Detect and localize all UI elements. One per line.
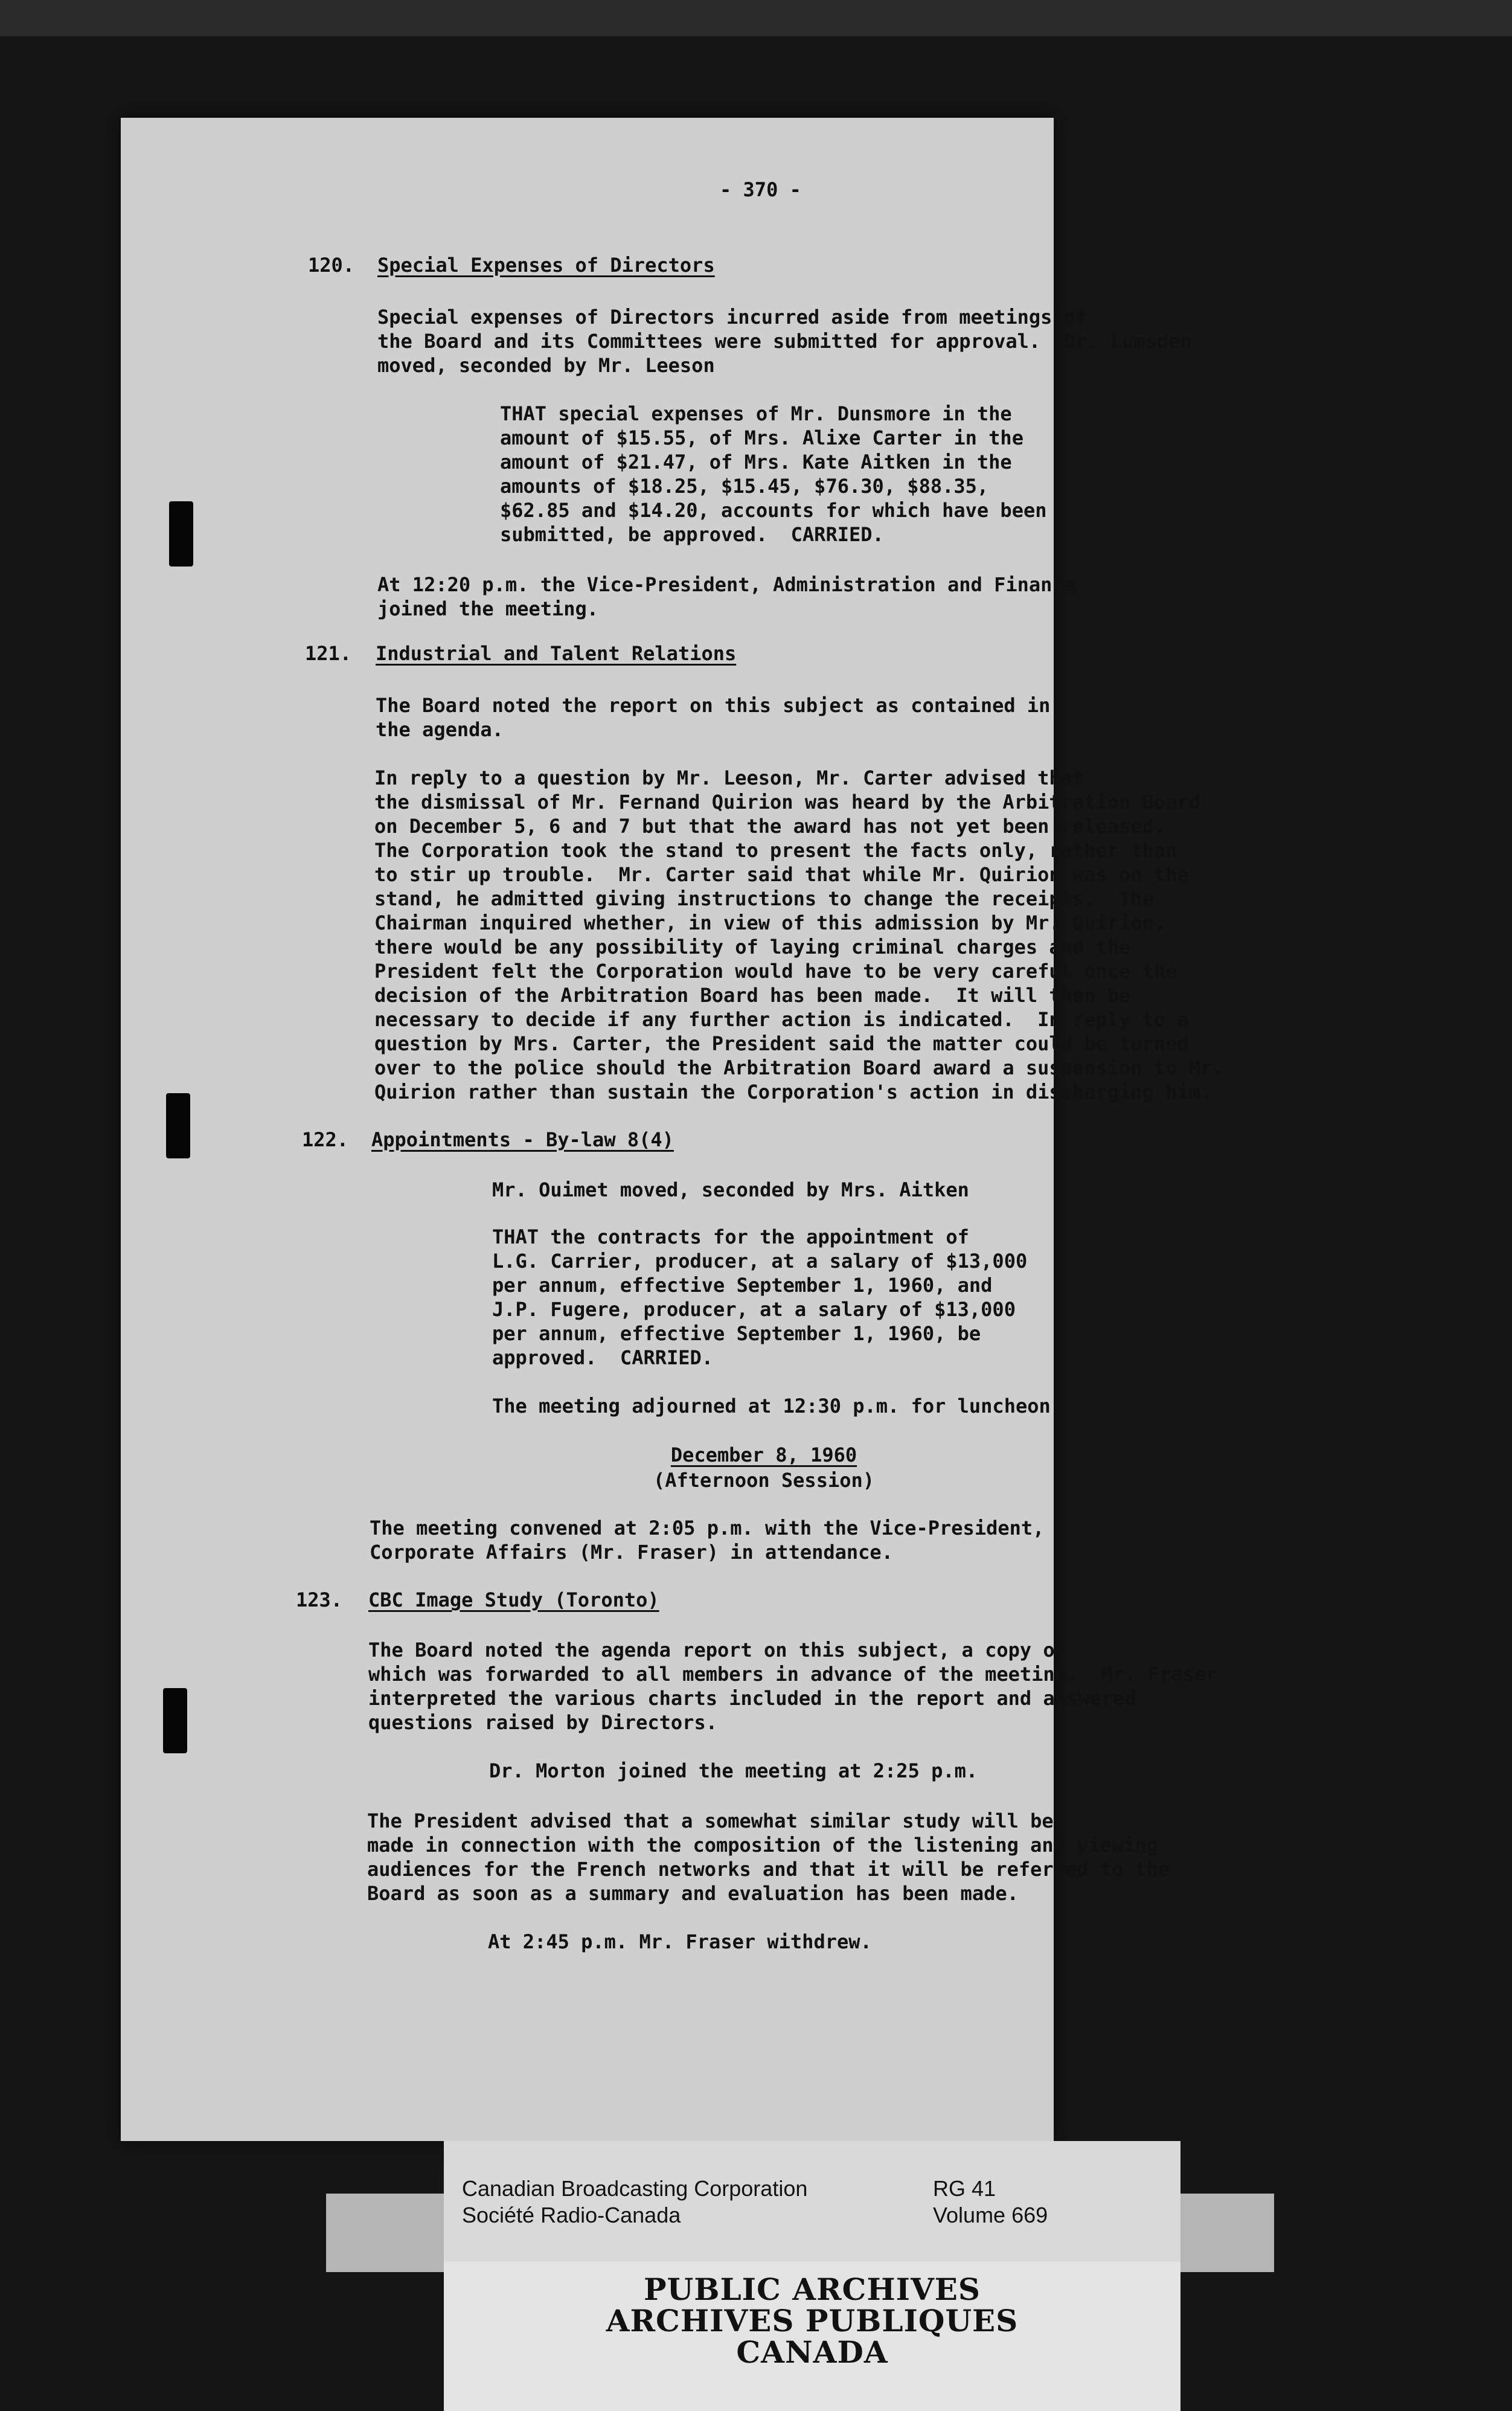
- section-122-number: 122.: [302, 1128, 349, 1151]
- archive-org-fr: Société Radio-Canada: [462, 2203, 681, 2227]
- section-121-title: Industrial and Talent Relations: [376, 642, 737, 665]
- page-tab-marker: [163, 1688, 187, 1753]
- film-frame-top: [0, 0, 1512, 36]
- session-heading: [604, 1442, 924, 1493]
- section-120-number: 120.: [308, 254, 355, 277]
- section-120-paragraph-1: Special expenses of Directors incurred aside from meetings of the Board and its Committees were submitted for approval. Dr. Lumsden moved, seconded by Mr. Leeson: [377, 306, 1192, 377]
- section-123-paragraph-1: The Board noted the agenda report on this subject, a copy of which was forwarded to all members in advance of the meeting. Mr. Fraser interpreted the various charts included in the report and answered questions raised by Directors.: [368, 1639, 1218, 1734]
- section-120-resolution: THAT special expenses of Mr. Dunsmore in the amount of $15.55, of Mrs. Alixe Carter in the amount of $21.47, of Mrs. Kate Aitken in the amounts of $18.25, $15.45, $76.30, $88.35, $62.85 and $14.20, accounts for which have been submitted, be approved. CARRIED.: [500, 402, 1047, 546]
- label-side-left: [326, 2194, 444, 2272]
- section-121-paragraph-2: In reply to a question by Mr. Leeson, Mr. Carter advised that the dismissal of Mr. Fernand Quirion was heard by the Arbitration Board on December 5, 6 and 7 but that the award has not yet been released. The Corporation took the stand to present the facts only, rather than to stir up trouble. Mr. Carter said that while Mr. Quirion was on the stand, he admitted giving instructions to change the receipts. The Chairman inquired whether, in view of this admission by Mr. Quirion, there would be any possibility of laying criminal charges and the President felt the Corporation would have to be very careful once the decision of the Arbitration Board has been made. It will then be necessary to decide if any further action is indicated. In reply to a question by Mrs. Carter, the President said the matter could be turned over to the police should the Arbitration Board award a suspension to Mr. Quirion rather than sustain the Corporation's action in discharging him.: [374, 766, 1224, 1103]
- page-tab-marker: [169, 501, 193, 567]
- archive-record-group: RG 41: [933, 2176, 996, 2201]
- section-123-title: CBC Image Study (Toronto): [368, 1588, 659, 1611]
- section-122-resolution: THAT the contracts for the appointment of L.G. Carrier, producer, at a salary of $13,000 per annum, effective September 1, 1960, and J.P. Fugere, producer, at a salary of $13,000 per annum, effective September 1, 1960, be approved. CARRIED.: [492, 1225, 1028, 1369]
- section-123-paragraph-2: Dr. Morton joined the meeting at 2:25 p.m.: [489, 1759, 978, 1782]
- section-122-adjourned: The meeting adjourned at 12:30 p.m. for luncheon.: [492, 1395, 1063, 1417]
- page-tab-marker: [166, 1093, 190, 1158]
- session-date: December 8, 1960: [670, 1443, 857, 1466]
- section-123-paragraph-4: At 2:45 p.m. Mr. Fraser withdrew.: [488, 1930, 872, 1953]
- session-name: (Afternoon Session): [653, 1469, 875, 1492]
- archive-org-en: Canadian Broadcasting Corporation: [462, 2176, 808, 2201]
- archive-volume: Volume 669: [933, 2203, 1048, 2227]
- section-121-number: 121.: [305, 642, 352, 665]
- session-convened: The meeting convened at 2:05 p.m. with the Vice-President, Corporate Affairs (Mr. Fraser) in attendance.: [370, 1517, 1045, 1564]
- section-122-title: Appointments - By-law 8(4): [371, 1128, 674, 1151]
- section-120-title: Special Expenses of Directors: [377, 254, 715, 277]
- label-side-right: [1180, 2194, 1274, 2272]
- archive-stamp: [444, 2271, 1180, 2370]
- archive-title-country: CANADA: [736, 2334, 888, 2370]
- section-121-paragraph-1: The Board noted the report on this subject as contained in the agenda.: [376, 694, 1051, 741]
- section-123-paragraph-3: The President advised that a somewhat similar study will be made in connection with the composition of the listening and viewing audiences for the French networks and that it will be referred to the Board as soon as a summary and evaluation has been made.: [367, 1809, 1170, 1905]
- section-122-motion: Mr. Ouimet moved, seconded by Mrs. Aitken: [492, 1178, 969, 1201]
- page-number: - 370 -: [720, 178, 801, 201]
- section-120-paragraph-3: At 12:20 p.m. the Vice-President, Administration and Finance joined the meeting.: [377, 573, 1075, 620]
- archive-title-fr: ARCHIVES PUBLIQUES: [606, 2303, 1019, 2339]
- section-123-number: 123.: [296, 1588, 343, 1611]
- archive-title-en: PUBLIC ARCHIVES: [644, 2271, 981, 2307]
